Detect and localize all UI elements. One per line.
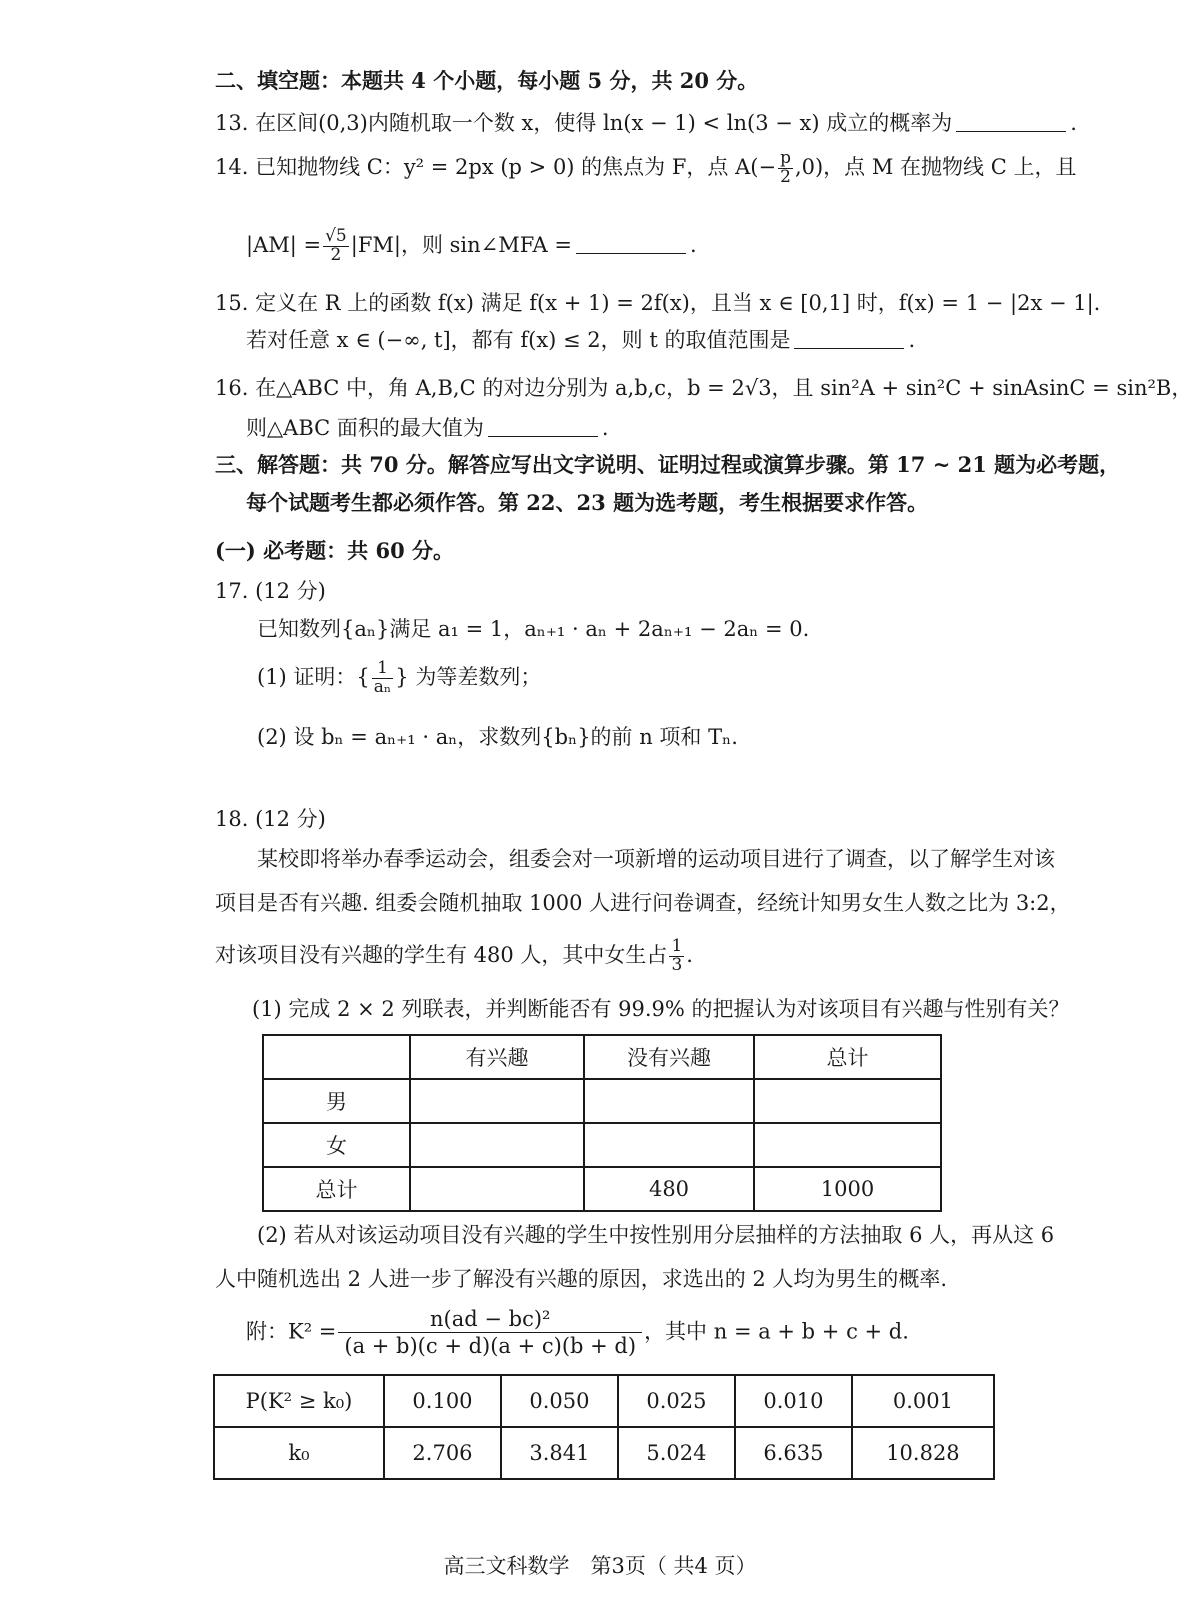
q18-label: 18. (12 分): [215, 807, 326, 831]
question-15-line2: 若对任意 x ∈ (−∞, t]，都有 f(x) ≤ 2，则 t 的取值范围是 .: [246, 328, 916, 352]
table-cell: [410, 1123, 584, 1167]
answer-blank: [956, 113, 1066, 132]
table-header-row: [263, 1035, 941, 1079]
table-cell: 1000: [754, 1167, 941, 1211]
q17-stem: 已知数列{aₙ}满足 a₁ = 1，aₙ₊₁ · aₙ + 2aₙ₊₁ − 2aₙ = 0.: [257, 617, 810, 641]
table-cell: 10.828: [852, 1427, 994, 1479]
table-row: [263, 1079, 941, 1123]
table-cell: 2.706: [384, 1427, 501, 1479]
question-14-line1: 14. 已知抛物线 C：y² = 2px (p > 0) 的焦点为 F，点 A(− $\frac{p}{2}$ ,0)，点 M 在抛物线 C 上，且: [215, 148, 1077, 187]
q17-part2: (2) 设 bₙ = aₙ₊₁ · aₙ，求数列{bₙ}的前 n 项和 Tₙ.: [257, 725, 738, 749]
row-label: 总计: [263, 1167, 410, 1211]
q18-line2: 项目是否有兴趣. 组委会随机抽取 1000 人进行问卷调查，经统计知男女生人数之比为 3:2，: [215, 891, 1071, 915]
table-header-cell: 没有兴趣: [584, 1035, 754, 1079]
table-cell: [584, 1123, 754, 1167]
q18-part1: (1) 完成 2 × 2 列联表，并判断能否有 99.9% 的把握认为对该项目有兴趣与性别有关？: [252, 997, 1070, 1021]
row-label: 女: [263, 1123, 410, 1167]
table-cell: 5.024: [618, 1427, 735, 1479]
answer-blank: [576, 235, 686, 254]
page-footer: 高三文科数学 第3页（ 共4 页）: [443, 1554, 757, 1578]
answer-blank: [488, 418, 598, 437]
q18-part2-line2: 人中随机选出 2 人进一步了解没有兴趣的原因，求选出的 2 人均为男生的概率.: [215, 1267, 948, 1291]
table-cell: [754, 1123, 941, 1167]
fraction-1-over-an: $\frac{1}{\text{aₙ}}$: [373, 658, 392, 697]
q17-part1: (1) 证明：{ $\frac{1}{\text{aₙ}}$ } 为等差数列；: [257, 658, 542, 697]
k-squared-formula: 附：K² = $\frac{\text{n(ad − bc)²}}{(a + b)(c + d)(a + c)(b + d)}$ ，其中 n = a + b + c + d.: [246, 1307, 909, 1359]
table-cell: 0.010: [735, 1375, 852, 1427]
q18-part2-line1: (2) 若从对该运动项目没有兴趣的学生中按性别用分层抽样的方法抽取 6 人，再从这 6: [257, 1223, 1055, 1247]
q13-text: 13. 在区间(0,3)内随机取一个数 x，使得 ln(x − 1) < ln(3 − x) 成立的概率为: [215, 111, 953, 135]
table-cell: 0.001: [852, 1375, 994, 1427]
table-cell: 3.841: [501, 1427, 618, 1479]
table-row: [263, 1123, 941, 1167]
q18-line3: 对该项目没有兴趣的学生有 480 人，其中女生占 $\frac{1}{3}$ .: [215, 936, 693, 975]
section3-header-line2: 每个试题考生都必须作答。第 22、23 题为选考题，考生根据要求作答。: [246, 490, 929, 515]
section2-header: 二、填空题：本题共 4 个小题，每小题 5 分，共 20 分。: [215, 68, 759, 93]
k-value-table: [213, 1374, 995, 1480]
fraction-p-over-2: $\frac{p}{2}$: [780, 148, 791, 187]
table-header-cell: 总计: [754, 1035, 941, 1079]
question-16-line2: 则△ABC 面积的最大值为 .: [246, 416, 609, 440]
answer-blank: [794, 330, 904, 349]
section3-header-line1: 三、解答题：共 70 分。解答应写出文字说明、证明过程或演算步骤。第 17 ~ 21 题为必考题，: [215, 452, 1121, 477]
table-cell: 6.635: [735, 1427, 852, 1479]
question-13: 13. 在区间(0,3)内随机取一个数 x，使得 ln(x − 1) < ln(3 − x) 成立的概率为 .: [215, 111, 1077, 135]
table-cell: 480: [584, 1167, 754, 1211]
fraction-1-over-3: $\frac{1}{3}$: [671, 936, 683, 975]
table-cell: 0.025: [618, 1375, 735, 1427]
q17-label: 17. (12 分): [215, 579, 326, 603]
table-row: [214, 1427, 994, 1479]
k-squared-fraction: $\frac{\text{n(ad − bc)²}}{(a + b)(c + d)(a + c)(b + d)}$: [338, 1306, 642, 1360]
table-cell: [754, 1079, 941, 1123]
table-cell: [584, 1079, 754, 1123]
row-label: 男: [263, 1079, 410, 1123]
table-cell: [410, 1079, 584, 1123]
row-label: P(K² ≥ k₀): [214, 1375, 384, 1427]
question-15-line1: 15. 定义在 R 上的函数 f(x) 满足 f(x + 1) = 2f(x)，且当 x ∈ [0,1] 时，f(x) = 1 − |2x − 1|.: [215, 291, 1101, 315]
question-14-line2: |AM| = $\frac{√5}{2}$ |FM|，则 sin∠MFA = .: [246, 226, 697, 265]
question-16-line1: 16. 在△ABC 中，角 A,B,C 的对边分别为 a,b,c，b = 2√3，且 sin²A + sin²C + sinAsinC = sin²B，: [215, 376, 1193, 400]
table-cell: 0.050: [501, 1375, 618, 1427]
table-row: [263, 1167, 941, 1211]
table-row: [214, 1375, 994, 1427]
q18-line1: 某校即将举办春季运动会，组委会对一项新增的运动项目进行了调查，以了解学生对该: [257, 847, 1055, 871]
fraction-sqrt5-over-2: $\frac{√5}{2}$: [325, 226, 347, 265]
row-label: k₀: [214, 1427, 384, 1479]
table-header-cell: 有兴趣: [410, 1035, 584, 1079]
contingency-table: [262, 1034, 942, 1212]
table-cell: 0.100: [384, 1375, 501, 1427]
part1-header: (一) 必考题：共 60 分。: [215, 538, 455, 563]
table-cell: [263, 1035, 410, 1079]
table-cell: [410, 1167, 584, 1211]
